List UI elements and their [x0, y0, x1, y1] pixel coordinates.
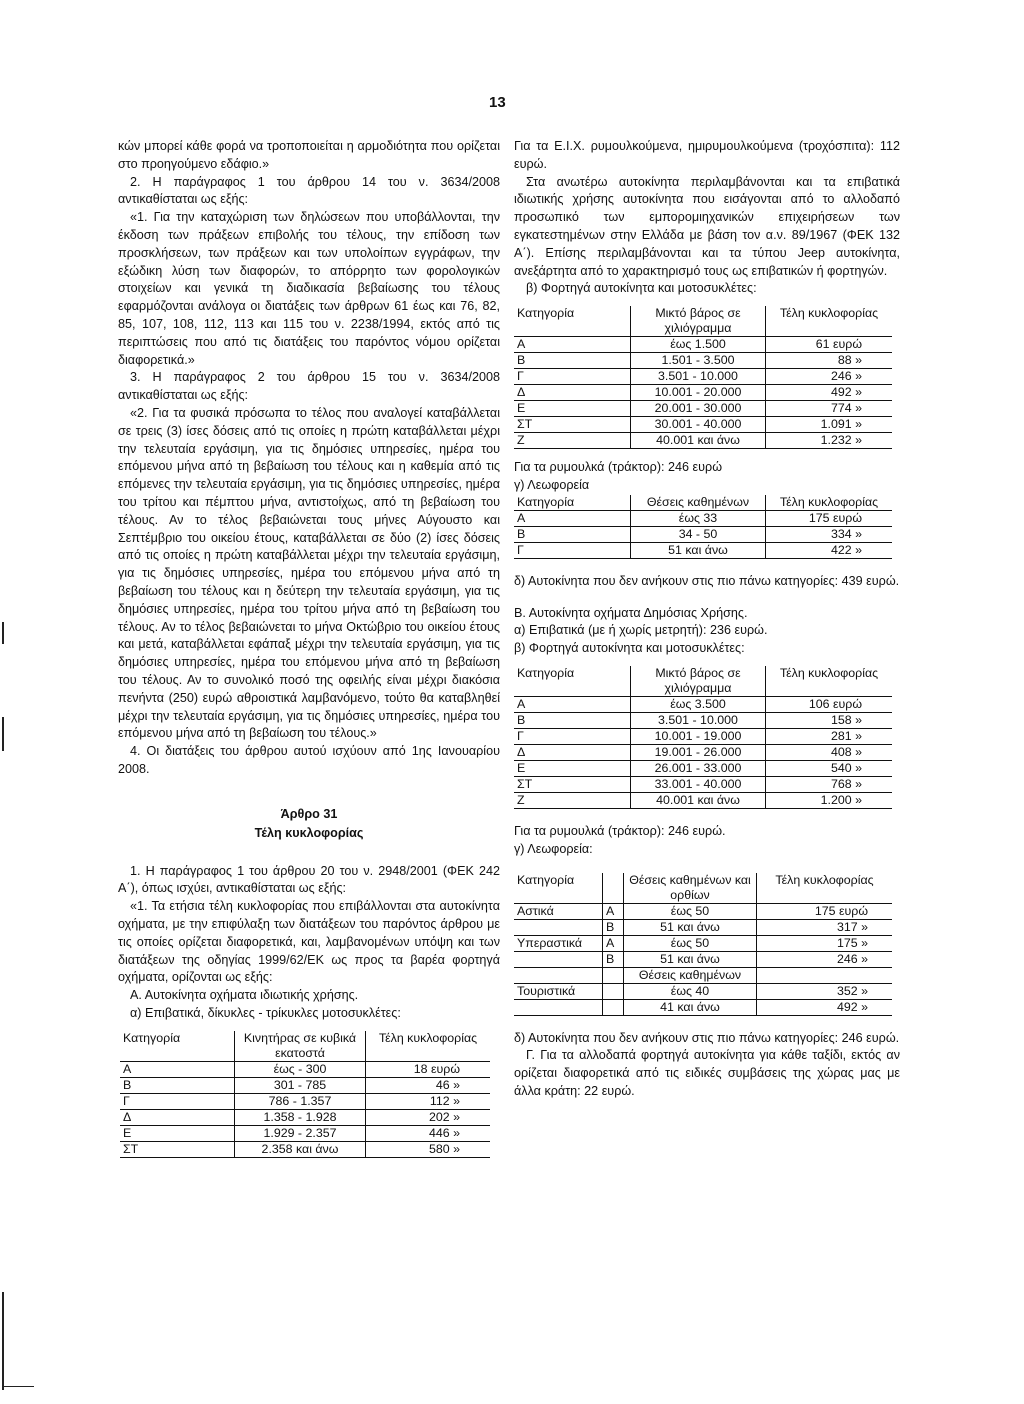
table-header-cell: Θέσεις καθημένων — [631, 495, 766, 511]
table-row — [514, 712, 892, 728]
table-cell — [514, 951, 603, 967]
table-row — [514, 417, 892, 433]
table-cell: Δ — [514, 744, 631, 760]
table-cell — [757, 967, 893, 983]
table-cell: 1.358 - 1.928 — [235, 1109, 366, 1125]
table-row — [514, 792, 892, 808]
table-row — [514, 744, 892, 760]
table-cell: 51 και άνω — [624, 951, 757, 967]
table-cell: Θέσεις καθημένων — [624, 967, 757, 983]
table-cell: Β — [514, 526, 631, 542]
table-cell: 492 » — [757, 999, 893, 1015]
table-cell: 446 » — [366, 1125, 491, 1141]
article-title: Άρθρο 31 — [280, 806, 338, 821]
table-row — [514, 728, 892, 744]
table-cell: Ζ — [514, 792, 631, 808]
table-cell: Α — [603, 935, 624, 951]
table-cell: 317 » — [757, 919, 893, 935]
table-cell: 3.501 - 10.000 — [631, 369, 766, 385]
left-column — [118, 138, 500, 1168]
table-cell: έως 40 — [624, 983, 757, 999]
table-header-row — [120, 1031, 490, 1062]
table-header-cell: Θέσεις καθημένων και ορθίων — [624, 873, 757, 904]
table-row — [514, 760, 892, 776]
paragraph: Α. Αυτοκίνητα οχήματα ιδιωτικής χρήσης. — [130, 988, 359, 1003]
table-cell: Α — [514, 510, 631, 526]
table-row — [514, 999, 892, 1015]
table-cell: 2.358 και άνω — [235, 1141, 366, 1157]
table-cell: 51 και άνω — [631, 542, 766, 558]
paragraph: 3. Η παράγραφος 2 του άρθρου 15 του ν. 3634/2008 αντικαθίσταται ως εξής: — [118, 370, 500, 403]
table-row — [514, 385, 892, 401]
table-cell: 158 » — [766, 712, 893, 728]
table-cell: 246 » — [757, 951, 893, 967]
table-row — [514, 369, 892, 385]
table-cell: Α — [120, 1061, 235, 1077]
table-row — [514, 542, 892, 558]
table-cell: 768 » — [766, 776, 893, 792]
paragraph: «2. Για τα φυσικά πρόσωπα το τέλος που αναλογεί καταβάλλεται σε τρεις (3) ίσες δόσεις από τις οποίες η πρώτη καταβάλλεται μέχρι την τελευταία εργάσιμη, για τις δημόσιες υπηρεσίες, ημέρα του επόμενου μήνα από τη βεβαίωση του τέλους και η καθεμία από τις επόμενες την τελευταία εργάσιμη, για τις δημόσιες υπηρεσίες, ημέρα του τρίτου και πέμπτου μήνα, αντιστοίχως, από τη βεβαίωση του τέλους. Αν το τέλος βεβαιώνεται τους μήνες Αύγουστο και Σεπτέμβριο του οικείου έτους, καταβάλλεται σε δύο (2) ίσες δόσεις από τις οποίες η πρώτη καταβάλλεται μέχρι την τελευταία εργάσιμη, για τις δημόσιες υπηρεσίες, ημέρα του επόμενου μήνα από τη βεβαίωση του τέλους και η δεύτερη την τελευταία εργάσιμη, για τις δημόσιες υπηρεσίες, ημέρα του τρίτου μήνα από τη βεβαίωση του τέλους. Αν το τέλος βεβαιώνεται το μήνα Οκτώβριο του οικείου έτους και μετά, καταβάλλεται εφάπαξ μέχρι την τελευταία εργάσιμη, για τις δημόσιες υπηρεσίες, ημέρα του επόμενου μήνα από τη βεβαίωση του τέλους. Αν το συνολικό ποσό της οφειλής είναι μέχρι διακόσια πενήντα (250) ευρώ αθροιστικά λαμβανόμενο, τούτο θα καταβληθεί μέχρι την τελευταία εργάσιμη, για τις δημόσιες υπηρεσίες, ημέρα του επόμενου μήνα από τη βεβαίωση του τέλους.» — [118, 405, 500, 741]
table-row — [514, 967, 892, 983]
table-cell — [603, 983, 624, 999]
fee-table-passenger-cars — [120, 1031, 490, 1158]
table-cell: 334 » — [766, 526, 893, 542]
fee-table-buses-public — [514, 873, 892, 1016]
table-row — [514, 401, 892, 417]
table-row — [120, 1077, 490, 1093]
table-cell: 202 » — [366, 1109, 491, 1125]
margin-mark — [4, 1386, 34, 1387]
table-header-cell: Τέλη κυκλοφορίας — [766, 495, 893, 511]
table-cell: 34 - 50 — [631, 526, 766, 542]
table-header-row — [514, 495, 892, 511]
table-row — [120, 1061, 490, 1077]
table-cell: 26.001 - 33.000 — [631, 760, 766, 776]
table-cell: Γ — [514, 369, 631, 385]
table-row — [120, 1093, 490, 1109]
table-row — [514, 776, 892, 792]
table-cell — [514, 999, 603, 1015]
paragraph: Για τα ρυμουλκά (τράκτορ): 246 ευρώ. — [514, 823, 726, 838]
table-cell: Ε — [514, 401, 631, 417]
table-cell: 40.001 και άνω — [631, 792, 766, 808]
table-cell: 88 » — [766, 353, 893, 369]
table-cell: 408 » — [766, 744, 893, 760]
paragraph: 4. Οι διατάξεις του άρθρου αυτού ισχύουν από 1ης Ιανουαρίου 2008. — [118, 744, 500, 776]
paragraph: «1. Για την καταχώριση των δηλώσεων που υποβάλλονται, την έκδοση των πράξεων επιβολής του τέλους, την επίδοση των προσκλήσεων, των πράξεων και των υπολοίπων εγγράφων, την εξώδικη λύση των διαφορών, το απόρρητο των φορολογικών στοιχείων και γενικά τη διαδικασία βεβαίωσης του τέλους εφαρμόζονται ανάλογα οι διατάξεις των άρθρων 61 έως και 76, 82, 85, 107, 108, 112, 113 και 115 του ν. 2238/1994, εκτός από τις περιπτώσεις που από τις διατάξεις του παρόντος νόμου ορίζεται διαφορετικά.» — [118, 210, 500, 367]
table-header-cell — [603, 873, 624, 904]
table-header-cell: Κινητήρας σε κυβικά εκατοστά — [235, 1031, 366, 1062]
margin-mark — [2, 717, 4, 751]
table-header-cell: Μικτό βάρος σε χιλιόγραμμα — [631, 306, 766, 337]
table-cell: έως 50 — [624, 935, 757, 951]
table-header-cell: Τέλη κυκλοφορίας — [366, 1031, 491, 1062]
table-header-cell: Κατηγορία — [514, 495, 631, 511]
table-header-cell: Κατηγορία — [514, 306, 631, 337]
paragraph: α) Επιβατικά, δίκυκλες - τρίκυκλες μοτοσυκλέτες: — [130, 1006, 401, 1021]
table-header-cell: Κατηγορία — [514, 873, 603, 904]
table-cell: Αστικά — [514, 903, 603, 919]
table-cell: Α — [603, 903, 624, 919]
table-cell: Γ — [120, 1093, 235, 1109]
table-cell: 1.232 » — [766, 433, 893, 449]
table-row — [120, 1125, 490, 1141]
fee-table-trucks-private — [514, 306, 892, 449]
table-row — [514, 337, 892, 353]
table-header-row — [514, 666, 892, 697]
table-row — [514, 935, 892, 951]
table-cell: Δ — [514, 385, 631, 401]
table-row — [514, 983, 892, 999]
article-heading — [118, 805, 500, 843]
table-row — [120, 1109, 490, 1125]
table-cell: Υπεραστικά — [514, 935, 603, 951]
table-cell: 10.001 - 19.000 — [631, 728, 766, 744]
table-cell: 774 » — [766, 401, 893, 417]
table-cell: 19.001 - 26.000 — [631, 744, 766, 760]
table-cell: 281 » — [766, 728, 893, 744]
fee-table-trucks-public — [514, 666, 892, 809]
table-cell — [603, 999, 624, 1015]
table-row — [514, 696, 892, 712]
table-cell: έως - 300 — [235, 1061, 366, 1077]
paragraph: β) Φορτηγά αυτοκίνητα και μοτοσυκλέτες: — [526, 281, 757, 296]
table-cell: 1.091 » — [766, 417, 893, 433]
table-cell: 20.001 - 30.000 — [631, 401, 766, 417]
table-cell: Α — [514, 337, 631, 353]
table-row — [120, 1141, 490, 1157]
table-cell: Δ — [120, 1109, 235, 1125]
table-header-cell: Κατηγορία — [514, 666, 631, 697]
table-cell: έως 33 — [631, 510, 766, 526]
table-cell: Β — [120, 1077, 235, 1093]
paragraph: κών μπορεί κάθε φορά να τροποποιείται η αρμοδιότητα που ορίζεται στο προηγούμενο εδάφιο.» — [118, 139, 500, 171]
table-cell: Β — [514, 712, 631, 728]
table-cell: 246 » — [766, 369, 893, 385]
table-cell: 33.001 - 40.000 — [631, 776, 766, 792]
paragraph: α) Επιβατικά (με ή χωρίς μετρητή): 236 ευρώ. — [514, 623, 768, 638]
table-cell: Ε — [514, 760, 631, 776]
table-cell: Β — [603, 951, 624, 967]
table-cell: Ε — [120, 1125, 235, 1141]
table-cell — [603, 967, 624, 983]
table-cell: Ζ — [514, 433, 631, 449]
table-cell: 3.501 - 10.000 — [631, 712, 766, 728]
table-cell: 580 » — [366, 1141, 491, 1157]
paragraph: Γ. Για τα αλλοδαπά φορτηγά αυτοκίνητα για κάθε ταξίδι, εκτός αν ορίζεται διαφορετικά από τις ειδικές συμβάσεις της χώρας μας με άλλα κράτη: 22 ευρώ. — [514, 1048, 900, 1098]
table-cell: Β — [514, 353, 631, 369]
margin-mark — [2, 622, 4, 644]
article-subtitle: Τέλη κυκλοφορίας — [254, 825, 364, 840]
paragraph: γ) Λεωφορεία: — [514, 841, 593, 856]
table-cell: 61 ευρώ — [766, 337, 893, 353]
table-cell: ΣΤ — [120, 1141, 235, 1157]
table-row — [514, 353, 892, 369]
table-cell: Β — [603, 919, 624, 935]
table-cell: ΣΤ — [514, 417, 631, 433]
paragraph: 1. Η παράγραφος 1 του άρθρου 20 του ν. 2948/2001 (ΦΕΚ 242 Α΄), όπως ισχύει, αντικαθίσταται ως εξής: — [118, 863, 500, 896]
table-cell: Γ — [514, 728, 631, 744]
table-row — [514, 951, 892, 967]
table-cell: έως 50 — [624, 903, 757, 919]
page-number: 13 — [489, 94, 506, 111]
table-cell: 540 » — [766, 760, 893, 776]
table-cell: έως 3.500 — [631, 696, 766, 712]
table-cell: 106 ευρώ — [766, 696, 893, 712]
paragraph: Για τα ρυμουλκά (τράκτορ): 246 ευρώ — [514, 460, 723, 475]
table-cell: 40.001 και άνω — [631, 433, 766, 449]
table-cell: 786 - 1.357 — [235, 1093, 366, 1109]
right-column — [514, 138, 900, 1101]
table-cell: 46 » — [366, 1077, 491, 1093]
paragraph: β) Φορτηγά αυτοκίνητα και μοτοσυκλέτες: — [514, 641, 745, 656]
paragraph: Β. Αυτοκίνητα οχήματα Δημόσιας Χρήσης. — [514, 605, 748, 620]
paragraph: δ) Αυτοκίνητα που δεν ανήκουν στις πιο πάνω κατηγορίες: 246 ευρώ. — [514, 1030, 900, 1045]
table-cell: 352 » — [757, 983, 893, 999]
paragraph: Στα ανωτέρω αυτοκίνητα περιλαμβάνονται και τα επιβατικά ιδιωτικής χρήσης αυτοκίνητα που εισάγονται από το αλλοδαπό προσωπικό των εμπορομιηχανικών επιχειρήσεων των εγκατεστημένων στην Ελλάδα με βάση τον α.ν. 89/1967 (ΦΕΚ 132 Α΄). Επίσης περιλαμβάνονται και τα τύπου Jeep αυτοκίνητα, ανεξάρτητα από το χαρακτηρισμό τους ως επιβατικών ή φορτηγών. — [514, 174, 900, 278]
table-header-row — [514, 873, 892, 904]
fee-table-buses-private — [514, 495, 892, 559]
paragraph: δ) Αυτοκίνητα που δεν ανήκουν στις πιο πάνω κατηγορίες: 439 ευρώ. — [514, 573, 900, 588]
table-cell: 1.200 » — [766, 792, 893, 808]
paragraph: Για τα Ε.Ι.Χ. ρυμουλκούμενα, ημιρυμουλκούμενα (τροχόσπιτα): 112 ευρώ. — [514, 139, 900, 171]
table-cell: 175 ευρώ — [766, 510, 893, 526]
paragraph: γ) Λεωφορεία — [514, 477, 590, 492]
table-cell: 18 ευρώ — [366, 1061, 491, 1077]
table-cell: 175 » — [757, 935, 893, 951]
paragraph: «1. Τα ετήσια τέλη κυκλοφορίας που επιβάλλονται στα αυτοκίνητα οχήματα, με την επιφύλαξη των διατάξεων του παρόντος άρθρου με τις οποίες ορίζεται διαφορετικά, και, λαμβανομένων υπόψη και των διατάξεων της οδηγίας 1999/62/ΕΚ ως προς τα βαρέα φορτηγά οχήματα, ορίζονται ως εξής: — [118, 899, 500, 985]
table-cell: 10.001 - 20.000 — [631, 385, 766, 401]
table-cell — [514, 919, 603, 935]
table-cell: Α — [514, 696, 631, 712]
paragraph: 2. Η παράγραφος 1 του άρθρου 14 του ν. 3634/2008 αντικαθίσταται ως εξής: — [118, 174, 500, 207]
table-header-cell: Τέλη κυκλοφορίας — [766, 306, 893, 337]
table-cell — [514, 967, 603, 983]
table-cell: 175 ευρώ — [757, 903, 893, 919]
table-cell: 1.501 - 3.500 — [631, 353, 766, 369]
table-header-cell: Τέλη κυκλοφορίας — [757, 873, 893, 904]
table-cell: Γ — [514, 542, 631, 558]
table-cell: 112 » — [366, 1093, 491, 1109]
table-row — [514, 526, 892, 542]
table-row — [514, 510, 892, 526]
table-header-cell: Μικτό βάρος σε χιλιόγραμμα — [631, 666, 766, 697]
table-cell: 1.929 - 2.357 — [235, 1125, 366, 1141]
table-cell: 51 και άνω — [624, 919, 757, 935]
margin-mark — [2, 1292, 4, 1390]
table-cell: 41 και άνω — [624, 999, 757, 1015]
table-cell: 301 - 785 — [235, 1077, 366, 1093]
table-cell: ΣΤ — [514, 776, 631, 792]
table-row — [514, 433, 892, 449]
table-row — [514, 919, 892, 935]
table-header-cell: Κατηγορία — [120, 1031, 235, 1062]
table-cell: έως 1.500 — [631, 337, 766, 353]
table-cell: Τουριστικά — [514, 983, 603, 999]
table-cell: 492 » — [766, 385, 893, 401]
table-header-row — [514, 306, 892, 337]
table-header-cell: Τέλη κυκλοφορίας — [766, 666, 893, 697]
table-cell: 30.001 - 40.000 — [631, 417, 766, 433]
table-row — [514, 903, 892, 919]
table-cell: 422 » — [766, 542, 893, 558]
